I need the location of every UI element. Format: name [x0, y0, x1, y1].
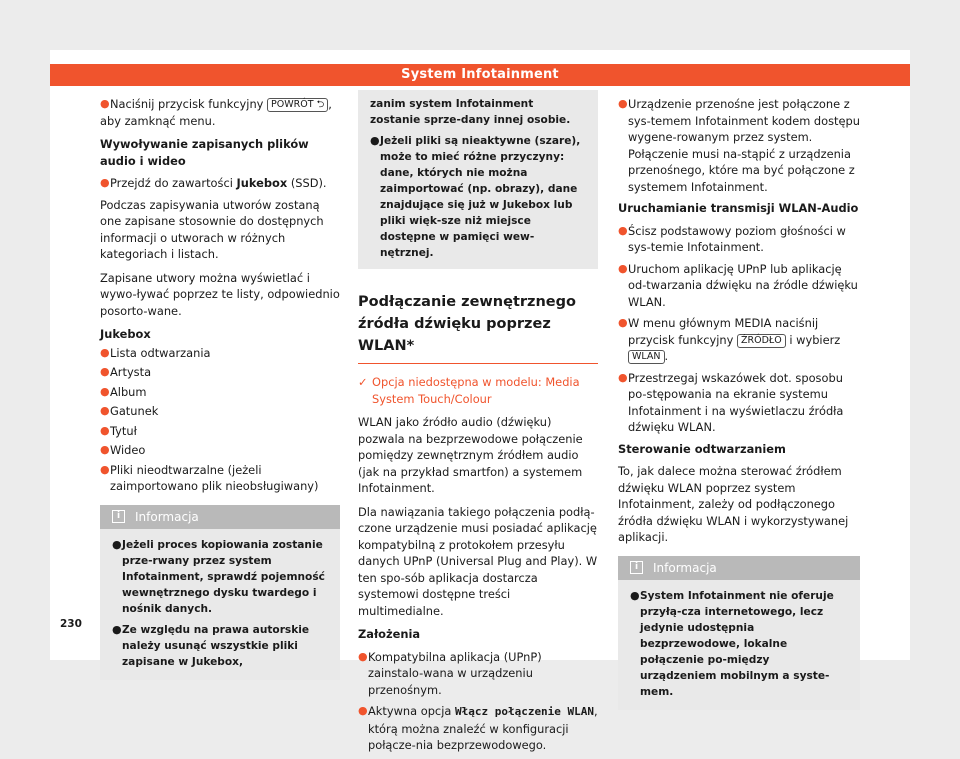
info-box-title: i Informacja	[100, 505, 340, 530]
info-box	[618, 556, 860, 711]
column-3	[618, 96, 860, 710]
availability-note: ✓ Opcja niedostępna w modelu: Media System Touch/Colour	[358, 375, 580, 406]
bullet-icon: ●	[100, 404, 110, 417]
list-item: ● Urządzenie przenośne jest połączone z sys-temem Infotainment kodem dostępu wygene-rowanym przez system. Połączenie musi na-stąpić z urządzenia przenośnego, które ma być połączone z systemem Infotainment.	[618, 97, 860, 194]
info-box-title: i Informacja	[618, 556, 860, 581]
bullet-icon: ●	[630, 589, 640, 602]
bullet-icon: ●	[100, 443, 110, 456]
info-icon: i	[112, 510, 125, 523]
list-item: ● Album	[100, 384, 147, 399]
bullet-icon: ●	[618, 223, 628, 237]
paragraph: Podczas zapisywania utworów zostaną one zapisane stosownie do dostępnych informacji o utworach w różnych kategoriach i listach.	[100, 197, 324, 261]
bullet-icon: ●	[618, 370, 628, 384]
list-item: ● Uruchom aplikację UPnP lub aplikację od-twarzania dźwięku na źródle dźwięku WLAN.	[618, 261, 858, 309]
list-item: ● Lista odtwarzania	[100, 345, 211, 360]
list-item: ● Przestrzegaj wskazówek dot. sposobu po-stępowania na ekranie systemu Infotainment i na wyświetlaczu źródła dźwięku WLAN.	[618, 370, 844, 434]
bullet-icon: ●	[100, 423, 110, 437]
column-2	[358, 96, 598, 759]
list-item: ● Aktywna opcja Włącz połączenie WLAN, którą można znaleźć w konfiguracji połącze-nia bezprzewodowego.	[358, 704, 598, 752]
page-header	[50, 64, 910, 86]
paragraph: To, jak dalece można sterować źródłem dźwięku WLAN poprzez system Infotainment, zależy od podłączonego źródła dźwięku WLAN i wykorzystywanej aplikacji.	[618, 464, 849, 544]
bullet-icon: ●	[358, 649, 368, 663]
bullet-icon: ●	[358, 704, 368, 717]
bullet-icon: ●	[370, 134, 380, 147]
return-arrow-icon: ⮌	[316, 99, 325, 110]
wlan-key: WLAN	[628, 350, 665, 364]
bullet-icon: ●	[100, 365, 110, 378]
section-heading: Uruchamianie transmisji WLAN-Audio	[618, 201, 859, 215]
page-number: 230	[60, 618, 82, 630]
bullet-icon: ●	[112, 538, 122, 551]
bullet-icon: ●	[100, 345, 110, 359]
list-item: ● Przejdź do zawartości Jukebox (SSD).	[100, 176, 327, 190]
powrot-key: POWRÓT ⮌	[267, 98, 328, 112]
bullet-icon: ●	[112, 623, 122, 636]
paragraph: Dla nawiązania takiego połączenia podłą-czone urządzenie musi posiadać aplikację kompatybilną z protokołem przesyłu danych UPnP (Universal Plug and Play). W ten spo-sób aplikacja dostarcza systemowi dostępne treści multimedialne.	[358, 504, 598, 618]
info-box-continued: zanim system Infotainment zostanie sprze-dany innej osobie. ● Jeżeli pliki są nieaktywne (szare), może to mieć różne przyczyny: dane, których nie można zaimportować (np. obrazy), dane znajdujące się już w Jukebox lub pliki więk-sze niż miejsce dostępne w pamięci wew-nętrznej.	[358, 90, 598, 269]
list-item: ● Jeżeli pliki są nieaktywne (szare), może to mieć różne przyczyny: dane, których nie można zaimportować (np. obrazy), dane znajdujące się już w Jukebox lub pliki więk-sze niż miejsce dostępne w pamięci wew-nętrznej.	[370, 134, 581, 259]
section-heading: Jukebox	[100, 327, 151, 341]
bullet-icon: ●	[100, 176, 110, 189]
section-heading: Założenia	[358, 627, 421, 641]
bullet-icon: ●	[100, 462, 110, 476]
list-item: ● Wideo	[100, 443, 146, 457]
list-item: ● Pliki nieodtwarzalne (jeżeli zaimportowano plik nieobsługiwany)	[100, 462, 319, 493]
check-icon: ✓	[358, 375, 368, 389]
list-item: ● Naciśnij przycisk funkcyjny POWRÓT ⮌ ,	[100, 97, 332, 111]
list-item: ● Gatunek	[100, 404, 159, 418]
section-heading: Sterowanie odtwarzaniem	[618, 441, 786, 456]
list-item: ● W menu głównym MEDIA naciśnij przycisk funkcyjny ŹRÓDŁO i wybierz WLAN .	[618, 316, 841, 363]
list-item: ● Artysta	[100, 365, 152, 379]
bullet-icon: ●	[618, 316, 628, 329]
paragraph: aby zamknąć menu.	[100, 113, 216, 128]
paragraph: WLAN jako źródło audio (dźwięku) pozwala na bezprzewodowe połączenie pomiędzy zewnętrznym źródłem audio (jak na przykład smartfon) a systemem Infotainment.	[358, 415, 583, 495]
info-box	[100, 505, 340, 681]
bullet-icon: ●	[100, 97, 110, 110]
list-item: ● Ze względu na prawa autorskie należy usunąć wszystkie pliki zapisane w Jukebox,	[112, 623, 310, 668]
bullet-icon: ●	[618, 97, 628, 110]
list-item: ● Kompatybilna aplikacja (UPnP) zainstalo-wana w urządzeniu przenośnym.	[358, 649, 542, 697]
list-item: ● Jeżeli proces kopiowania zostanie prze-rwany przez system Infotainment, sprawdź pojemność wewnętrznego dysku twardego i nośnik danych.	[112, 538, 325, 615]
section-title: Podłączanie zewnętrznego źródła dźwięku poprzez WLAN*	[358, 291, 598, 364]
list-item: ● Ścisz podstawowy poziom głośności w sys-temie Infotainment.	[618, 223, 846, 254]
list-item: ● Tytuł	[100, 423, 137, 438]
section-heading: Wywoływanie zapisanych plików audio i wideo	[100, 137, 309, 168]
list-item: ● System Infotainment nie oferuje przyłą-cza internetowego, lecz jedynie udostępnia bezprzewodowe, lokalne połączenie po-między urządzeniem mobilnym a syste-mem.	[630, 589, 834, 698]
header-title: System Infotainment	[401, 67, 559, 82]
bullet-icon: ●	[100, 384, 110, 398]
bullet-icon: ●	[618, 261, 628, 275]
zrodlo-key: ŹRÓDŁO	[737, 334, 786, 348]
column-1	[100, 96, 340, 680]
paragraph: Zapisane utwory można wyświetlać i wywo-ływać poprzez te listy, odpowiednio posorto-wane.	[100, 270, 340, 318]
info-icon: i	[630, 561, 643, 574]
